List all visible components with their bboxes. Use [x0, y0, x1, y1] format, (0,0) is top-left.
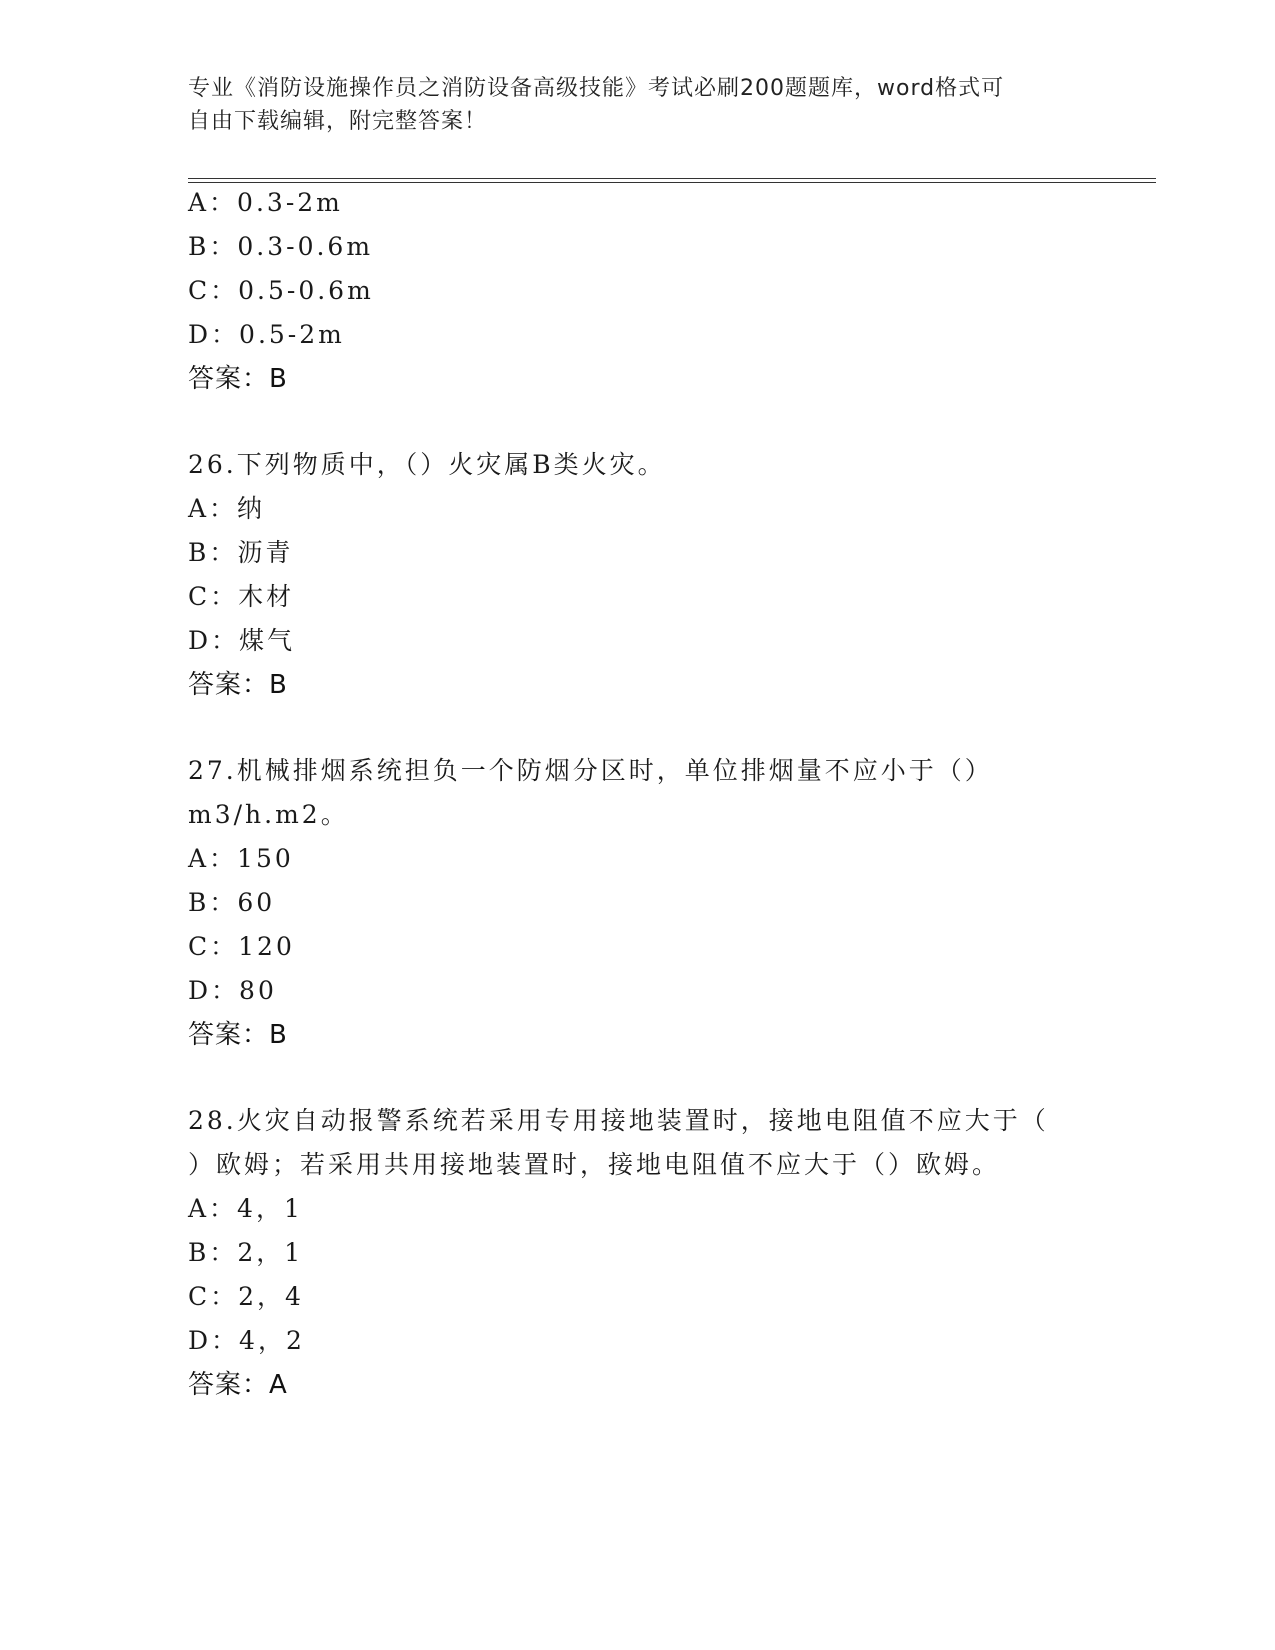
question-27-stem-line-1: 27.机械排烟系统担负一个防烟分区时，单位排烟量不应小于（） — [188, 756, 993, 785]
header-line-2: 自由下载编辑，附完整答案！ — [188, 109, 488, 134]
question-27-option-d: D：80 — [188, 976, 277, 1005]
question-26-stem: 26.下列物质中，（）火灾属B类火灾。 — [188, 450, 666, 479]
question-27-option-b: B：60 — [188, 888, 276, 917]
question-28-option-c: C：2，4 — [188, 1282, 304, 1311]
question-25-option-d: D：0.5-2m — [188, 320, 345, 349]
question-28-stem-line-2: ）欧姆；若采用共用接地装置时，接地电阻值不应大于（）欧姆。 — [188, 1150, 1001, 1179]
question-26-option-c: C：木材 — [188, 582, 295, 611]
question-27-stem-line-2: m3/h.m2。 — [188, 800, 349, 829]
question-27-answer: 答案：B — [188, 1020, 288, 1050]
header-line-1: 专业《消防设施操作员之消防设备高级技能》考试必刷200题题库，word格式可 — [188, 76, 1005, 101]
question-26-option-d: D：煤气 — [188, 626, 296, 655]
question-25-option-c: C：0.5-0.6m — [188, 276, 374, 305]
question-27-option-a: A：150 — [188, 844, 294, 873]
question-26-option-a: A：纳 — [188, 494, 266, 523]
question-26-option-b: B：沥青 — [188, 538, 294, 567]
question-28-option-b: B：2，1 — [188, 1238, 304, 1267]
question-28-answer: 答案：A — [188, 1370, 288, 1400]
question-28-stem-line-1: 28.火灾自动报警系统若采用专用接地装置时，接地电阻值不应大于（ — [188, 1106, 1049, 1135]
question-28-option-d: D：4，2 — [188, 1326, 305, 1355]
question-25-option-b: B：0.3-0.6m — [188, 232, 374, 261]
question-25-answer: 答案：B — [188, 364, 288, 394]
question-27-option-c: C：120 — [188, 932, 295, 961]
question-26-answer: 答案：B — [188, 670, 288, 700]
document-header — [188, 72, 1088, 138]
question-25-option-a: A：0.3-2m — [188, 188, 343, 217]
question-28-option-a: A：4，1 — [188, 1194, 303, 1223]
